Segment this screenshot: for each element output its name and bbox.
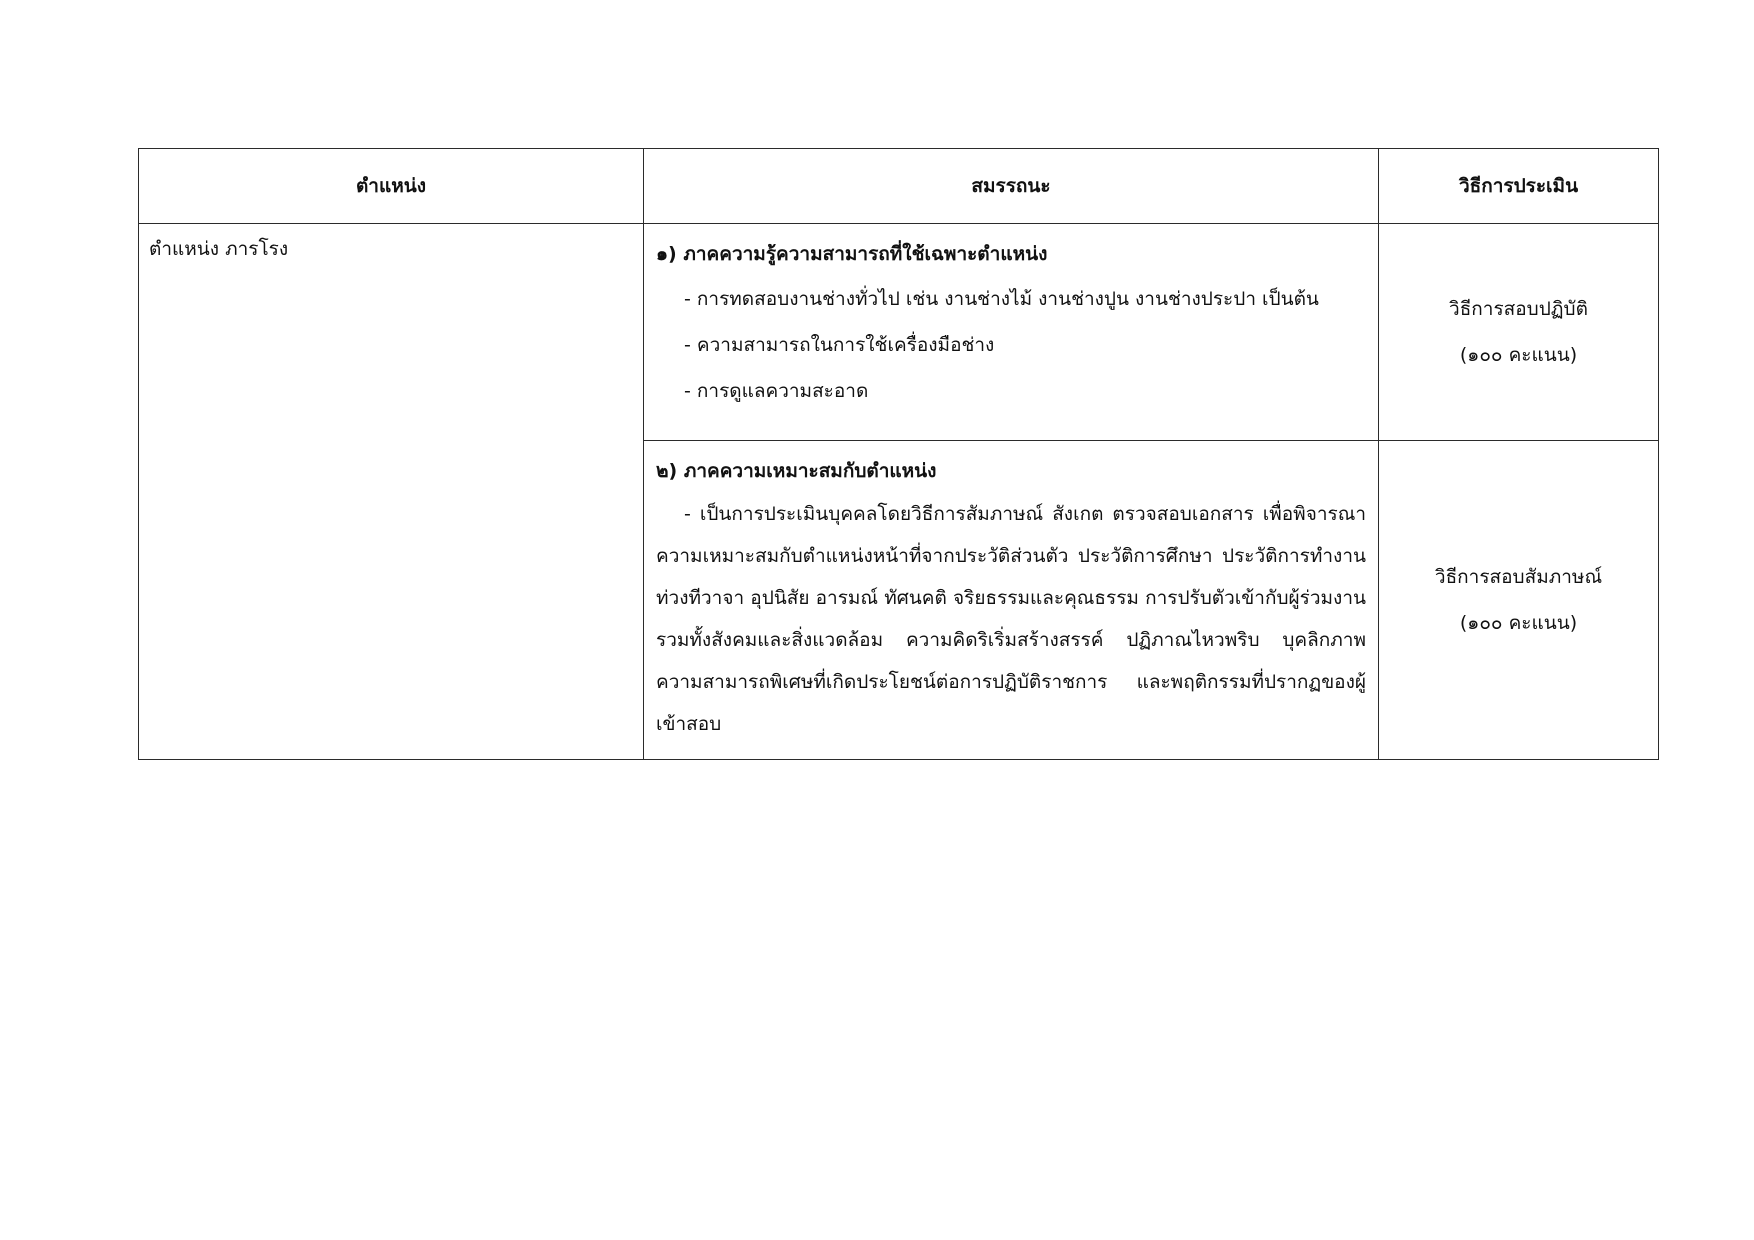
header-evaluation: วิธีการประเมิน: [1379, 149, 1659, 224]
evaluation-cell-1: [1379, 224, 1659, 441]
section-1-bullet: - การทดสอบงานช่างทั่วไป เช่น งานช่างไม้ งานช่างปูน งานช่างประปา เป็นต้น: [684, 288, 1319, 310]
section-1-bullet: - การดูแลความสะอาด: [684, 380, 869, 402]
section-2-title: ๒) ภาคความเหมาะสมกับตำแหน่ง: [656, 460, 937, 482]
table-row: [139, 224, 1659, 441]
section-1-title: ๑) ภาคความรู้ความสามารถที่ใช้เฉพาะตำแหน่ง: [656, 243, 1048, 265]
header-competency: สมรรถนะ: [644, 149, 1379, 224]
evaluation-score-2: (๑๐๐ คะแนน): [1459, 612, 1578, 634]
evaluation-score-1: (๑๐๐ คะแนน): [1459, 344, 1578, 366]
evaluation-cell-2: [1379, 441, 1659, 760]
competency-section-2: [644, 441, 1379, 760]
evaluation-method-1: วิธีการสอบปฏิบัติ: [1449, 298, 1588, 320]
table-header-row: [139, 149, 1659, 224]
competency-table: [138, 148, 1659, 760]
section-2-paragraph: - เป็นการประเมินบุคคลโดยวิธีการสัมภาษณ์ สังเกต ตรวจสอบเอกสาร เพื่อพิจารณาความเหมาะสมกับตำแหน่งหน้าที่จากประวัติส่วนตัว ประวัติการศึกษา ประวัติการทำงาน ท่วงทีวาจา อุปนิสัย อารมณ์ ทัศนคติ จริยธรรมและคุณธรรม การปรับตัวเข้ากับผู้ร่วมงาน รวมทั้งสังคมและสิ่งแวดล้อม ความคิดริเริ่มสร้างสรรค์ ปฏิภาณไหวพริบ บุคลิกภาพ ความสามารถพิเศษที่เกิดประโยชน์ต่อการปฏิบัติราชการ และพฤติกรรมที่ปรากฏของผู้เข้าสอบ: [656, 503, 1366, 735]
evaluation-method-2: วิธีการสอบสัมภาษณ์: [1434, 566, 1603, 588]
header-position: ตำแหน่ง: [139, 149, 644, 224]
position-cell: [139, 224, 644, 760]
position-label: ตำแหน่ง ภารโรง: [149, 238, 289, 260]
competency-section-1: [644, 224, 1379, 441]
section-1-bullet: - ความสามารถในการใช้เครื่องมือช่าง: [684, 334, 995, 356]
